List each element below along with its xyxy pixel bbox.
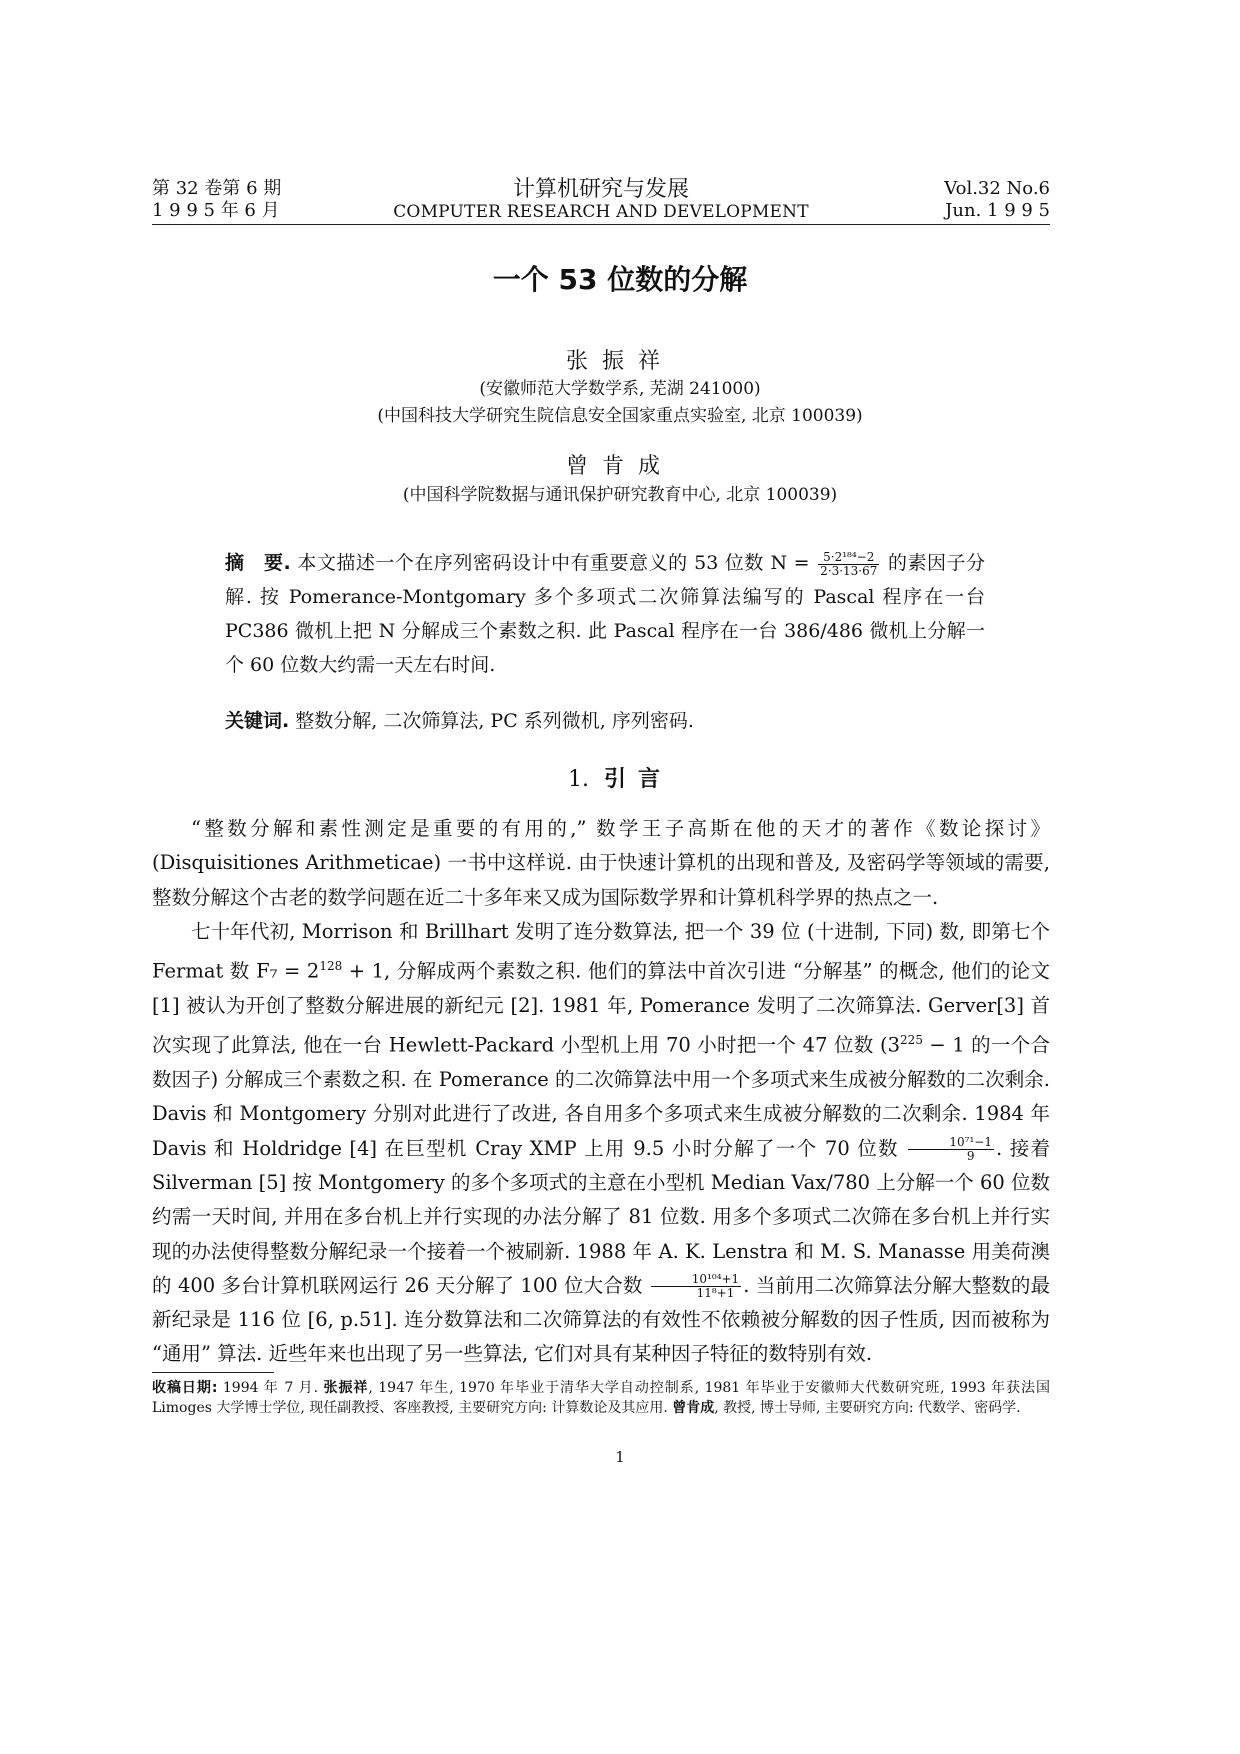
keywords-label: 关键词. (225, 710, 290, 732)
header-date-en: Jun. 1 9 9 5 (945, 200, 1050, 221)
body-paragraph (152, 915, 1050, 1372)
journal-name-cn: 计算机研究与发展 (512, 177, 689, 202)
keywords (225, 704, 985, 738)
footnote-author-name: 曾肯成 (672, 1400, 715, 1416)
body-paragraph: “整数分解和素性测定是重要的有用的,” 数学王子高斯在他的天才的著作《数论探讨》(Disquisitiones Arithmeticae) 一书中这样说. 由于快速计算机的出现和普及, 及密码学等领域的需要, 整数分解这个古老的数学问题在近二十多年来又成为国际数学界和计算机科学界的热点之一. (152, 817, 1050, 909)
body-text-run: . 当前用二次筛算法分解大整数的最新纪录是 116 位 [6, p.51]. 连分数算法和二次筛算法的有效性不依赖被分解数的因子性质, 因而被称为 “通用” 算法. 近些年来也出现了另一些算法, 它们对具有某种因子特征的数特别有效. (152, 1273, 1050, 1366)
footnote-text: , 1947 年生, 1970 年毕业于清华大学自动控制系, 1981 年毕业于安徽师大代数研究班, 1993 年获法国 Limoges 大学博士学位, 现任副教授、客座教授, 主要研究方向: 计算数论及其应用. (152, 1380, 1050, 1416)
superscript: 128 (319, 959, 343, 974)
fraction-denominator: 2·3·13·67 (820, 563, 878, 578)
keywords-text: 整数分解, 二次筛算法, PC 系列微机, 序列密码. (289, 710, 694, 732)
header-rule (152, 224, 1050, 225)
body-text-run: − 1 的一个合数因子) 分解成三个素数之积. 在 Pomerance 的二次筛算法中用一个多项式来生成被分解数的二次剩余. Davis 和 Montgomery 分别对此进行了改进, 各自用多个多项式来生成被分解数的二次剩余. 1984 年 Davis 和 Holdridge [4] 在巨型机 Cray XMP 上用 9.5 小时分解了一个 70 位数 (152, 1033, 1050, 1160)
author-affiliation: (中国科技大学研究生院信息安全国家重点实验室, 北京 100039) (377, 406, 863, 426)
author-affiliation: (安徽师范大学数学系, 芜湖 241000) (479, 379, 761, 399)
inline-fraction (908, 1136, 994, 1163)
footnote-text: 1994 年 7 月. (217, 1380, 324, 1396)
author-name: 张振祥 (565, 349, 674, 374)
header-date-cn: 1 9 9 5 年 6 月 (152, 200, 280, 221)
body-text-run: . 接着 Silverman [5] 按 Montgomery 的多个多项式的主意在小型机 Median Vax/780 上分解一个 60 位数约需一天时间, 并用在多台机上并行实现的办法分解了 81 位数. 用多个多项式二次筛在多台机上并行实现的办法使得整数分解纪录一个接着一个被刷新. 1988 年 A. K. Lenstra 和 M. S. Manasse 用美荷澳的 400 多台计算机联网运行 26 天分解了 100 位大合数 (152, 1136, 1050, 1297)
page-number: 1 (615, 1448, 625, 1466)
footnote-text: , 教授, 博士导师, 主要研究方向: 代数学、密码学. (714, 1400, 1021, 1416)
fraction-numerator: 5·2¹⁸⁴−2 (818, 551, 879, 565)
paper-title: 一个 53 位数的分解 (492, 263, 748, 296)
body-text (152, 812, 1050, 1372)
abstract (225, 546, 985, 682)
section-heading (0, 762, 1240, 793)
abstract-label: 摘 要. (225, 552, 291, 574)
running-header (152, 178, 1050, 226)
header-right (944, 178, 1050, 222)
abstract-fraction (818, 551, 879, 578)
footnote (152, 1378, 1050, 1418)
fraction-denominator: 9 (966, 1148, 975, 1163)
inline-fraction (651, 1273, 741, 1300)
footnote-author-name: 张振祥 (323, 1380, 369, 1396)
header-volume-cn: 第 32 卷第 6 期 (152, 178, 282, 199)
footnote-rule (152, 1372, 274, 1373)
body-text-run: 七十年代初, Morrison 和 Brillhart 发明了连分数算法, 把一个 39 位 (十进制, 下同) 数, 即第七个 Fermat 数 F₇ = 2 (152, 919, 1050, 983)
header-volume-en: Vol.32 No.6 (944, 178, 1050, 199)
section-title: 引言 (603, 767, 672, 792)
fraction-denominator: 11⁸+1 (696, 1285, 735, 1300)
author-name: 曾肯成 (565, 454, 674, 479)
fraction-numerator: 10⁷¹−1 (908, 1136, 994, 1150)
header-center (152, 178, 1050, 222)
abstract-text: 本文描述一个在序列密码设计中有重要意义的 53 位数 N = (290, 552, 817, 574)
fraction-numerator: 10¹⁰⁴+1 (651, 1273, 741, 1287)
body-text-run: + 1, 分解成两个素数之积. 他们的算法中首次引进 “分解基” 的概念, 他们的论文 [1] 被认为开创了整数分解进展的新纪元 [2]. 1981 年, Pomerance 发明了二次筛算法. Gerver[3] 首次实现了此算法, 他在一台 Hewlett-Packard 小型机上用 70 小时把一个 47 位数 (3 (152, 959, 1051, 1057)
section-number: 1. (567, 767, 589, 792)
footnote-label: 收稿日期: (152, 1380, 218, 1396)
superscript: 225 (900, 1033, 923, 1048)
abstract-text: 的素因子分解. 按 Pomerance-Montgomary 多个多项式二次筛算法编写的 Pascal 程序在一台 PC386 微机上把 N 分解成三个素数之积. 此 Pascal 程序在一台 386/486 微机上分解一个 60 位数大约需一天左右时间. (225, 552, 986, 676)
journal-name-en: COMPUTER RESEARCH AND DEVELOPMENT (393, 202, 809, 222)
author-affiliation: (中国科学院数据与通讯保护研究教育中心, 北京 100039) (402, 485, 838, 505)
